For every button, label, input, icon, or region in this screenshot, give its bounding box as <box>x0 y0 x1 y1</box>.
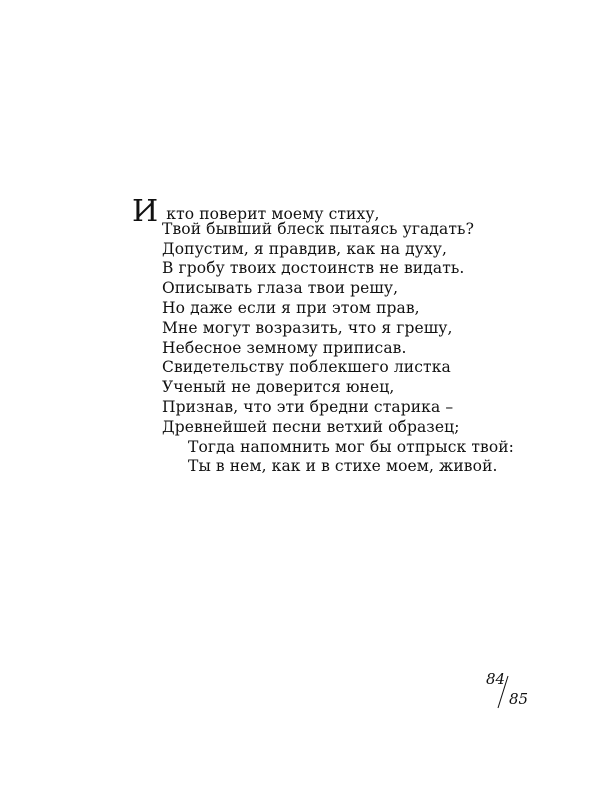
poem-line-7: Мне могут возразить, что я грешу, <box>162 318 453 337</box>
poem-line-11: Признав, что эти бредни старика – <box>162 397 454 416</box>
couplet-line-1: Тогда напомнить мог бы отпрыск твой: <box>188 437 515 456</box>
page-number-left: 84 <box>486 670 506 688</box>
poem-line-4: В гробу твоих достоинств не видать. <box>162 259 465 278</box>
drop-cap: И <box>132 194 159 229</box>
poem-line-3: Допустим, я правдив, как на духу, <box>162 239 448 258</box>
page-number-right: 85 <box>509 690 529 708</box>
first-line-text: кто поверит моему стиху, <box>161 205 380 223</box>
poem <box>132 194 552 477</box>
poem-line-10: Ученый не доверится юнец, <box>162 378 395 397</box>
poem-line-12: Древнейшей песни ветхий образец; <box>162 417 460 436</box>
poem-line-6: Но даже если я при этом прав, <box>162 298 420 317</box>
page-number-divider <box>497 675 509 709</box>
poem-line-5: Описывать глаза твои решу, <box>162 279 399 298</box>
poem-line-9: Свидетельству поблекшего листка <box>162 358 451 377</box>
couplet-line-2: Ты в нем, как и в стихе моем, живой. <box>188 457 498 476</box>
poem-line-8: Небесное земному приписав. <box>162 338 407 357</box>
page-numbers <box>478 670 538 714</box>
poem-line-2: Твой бывший блеск пытаясь угадать? <box>162 219 474 238</box>
